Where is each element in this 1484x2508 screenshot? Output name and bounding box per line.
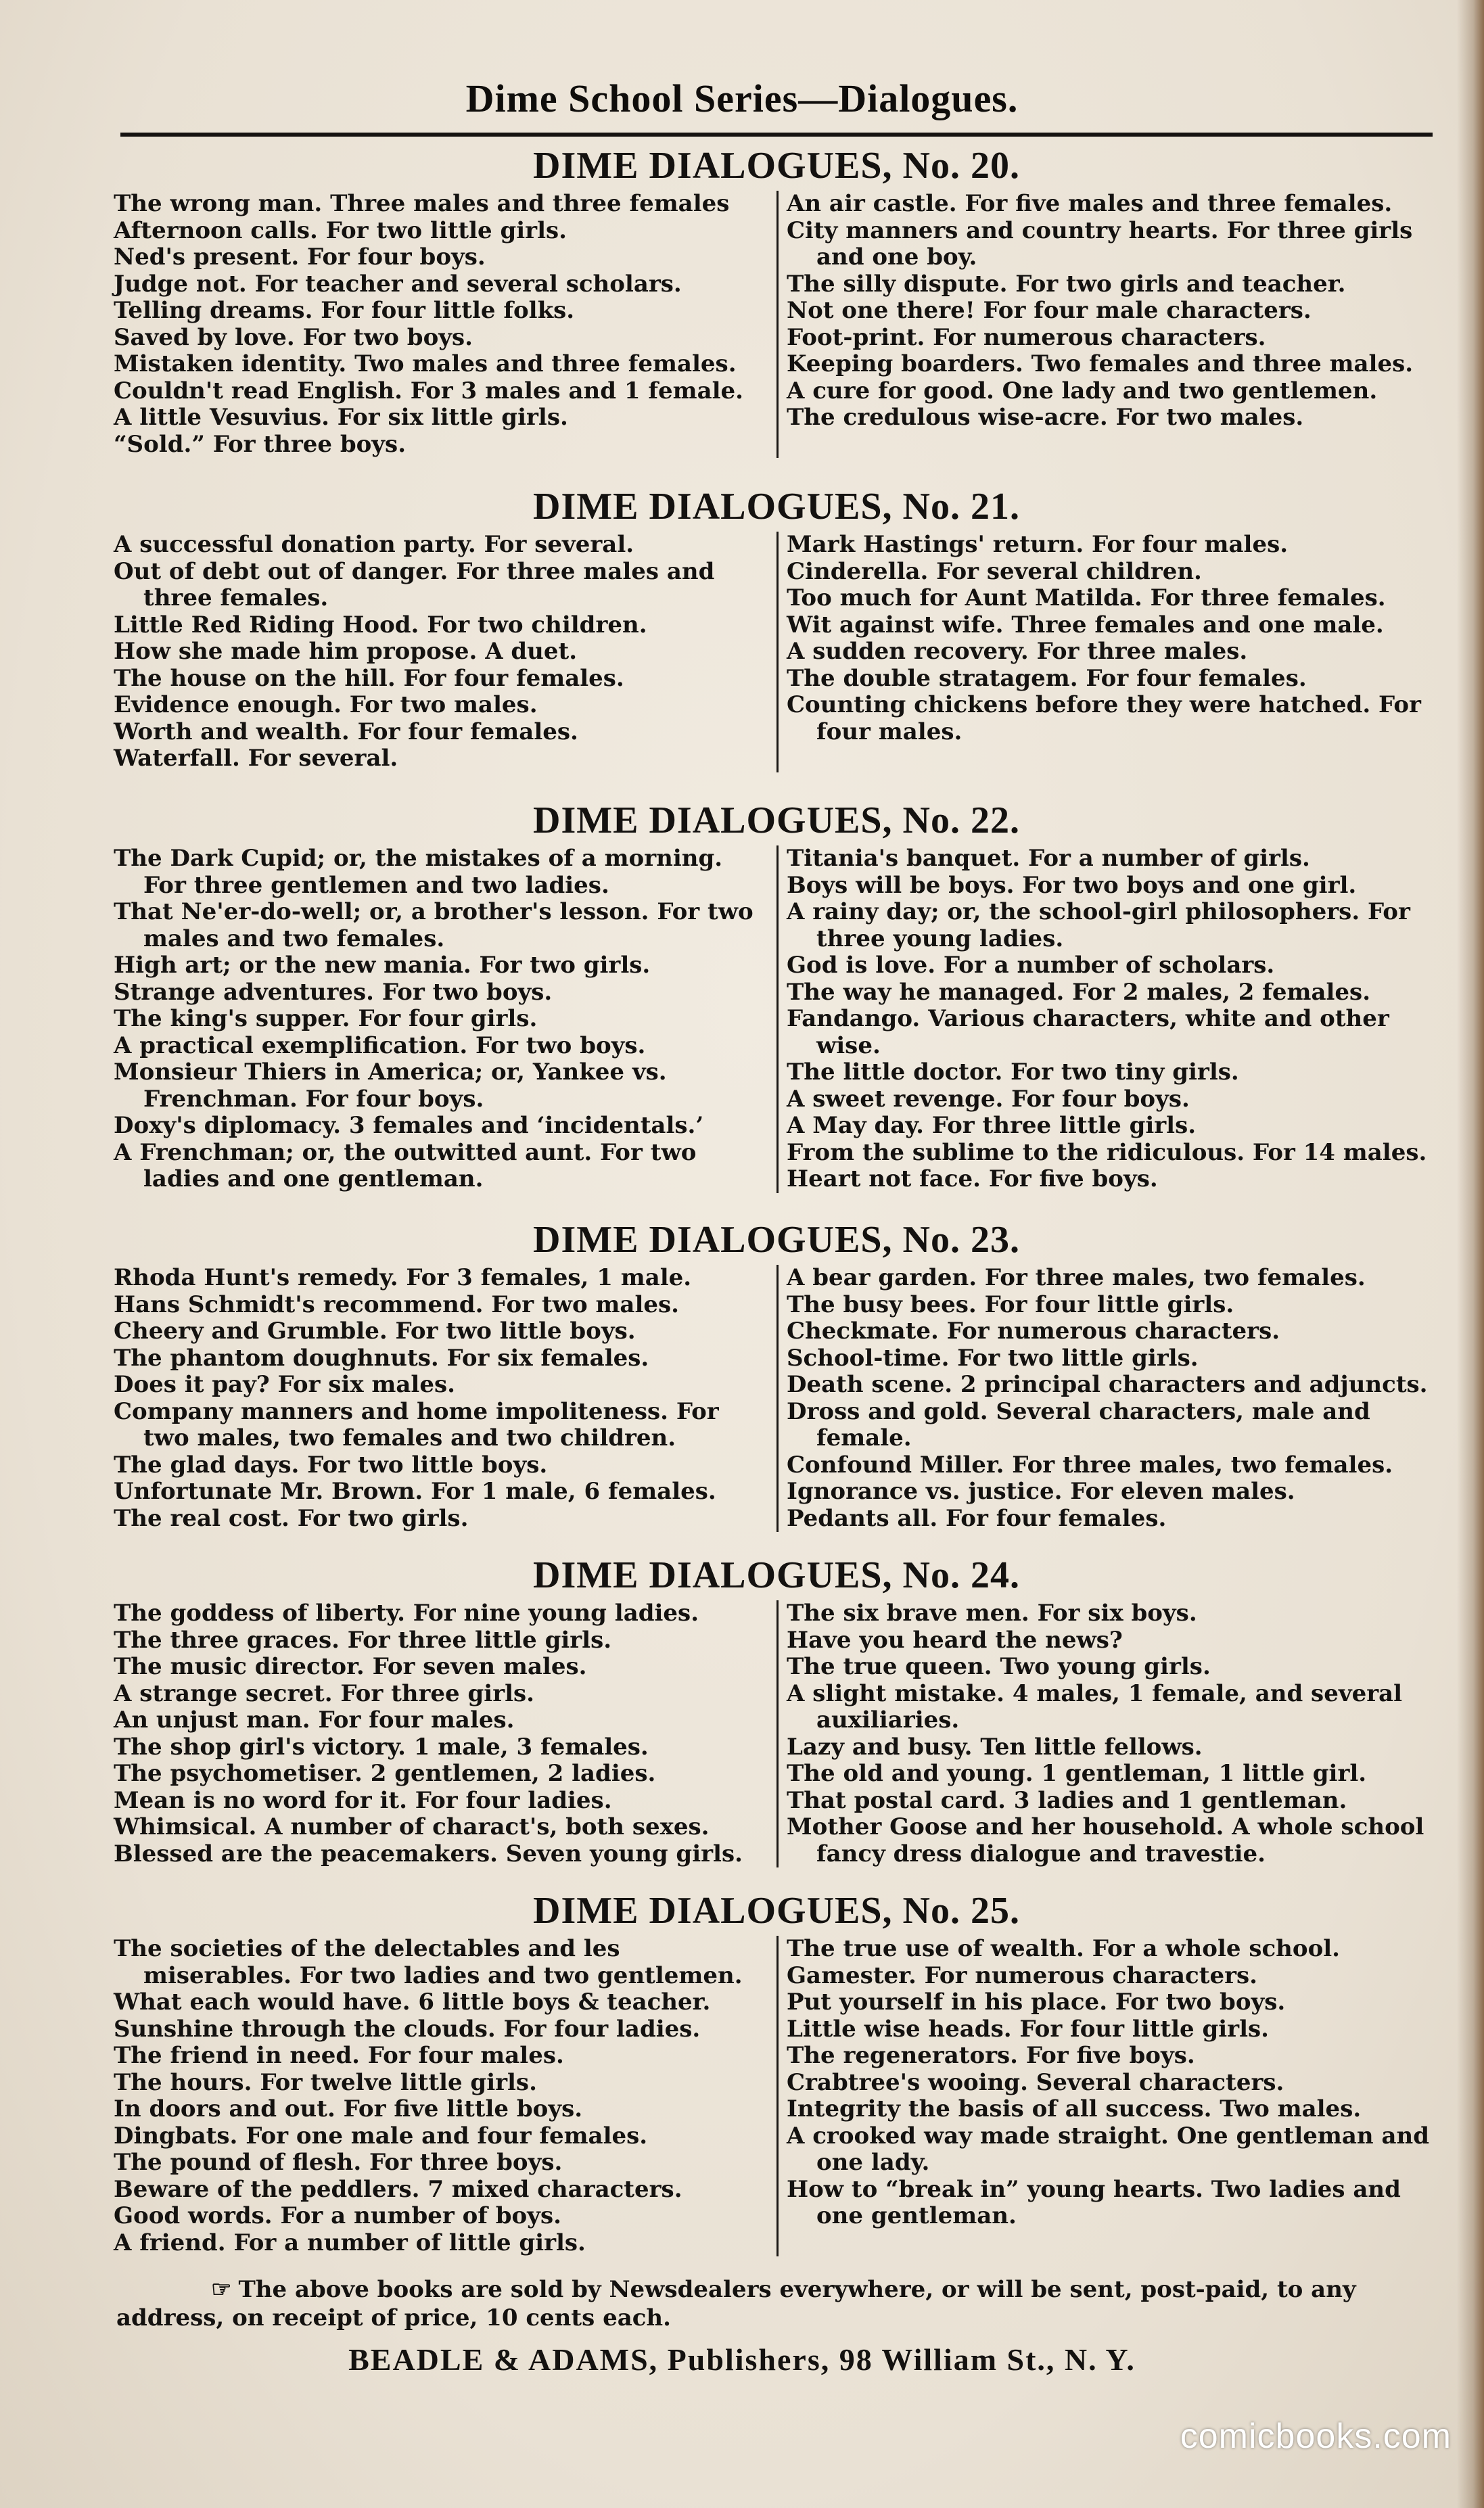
list-item: Cinderella. For several children. xyxy=(787,557,1202,585)
list-item: Boys will be boys. For two boys and one girl. xyxy=(787,871,1357,899)
list-item: Beware of the peddlers. 7 mixed characters. xyxy=(114,2175,682,2203)
list-item: Mother Goose and her household. A whole school fancy dress dialogue and travestie. xyxy=(787,1813,1424,1867)
ordering-note-text: The above books are sold by Newsdealers everywhere, or will be sent, post-paid, to any address, on receipt of price, 10 cents each. xyxy=(116,2276,1356,2331)
list-item: Whimsical. A number of charact's, both sexes. xyxy=(114,1813,710,1840)
left-column xyxy=(114,1936,776,2256)
list-item: The phantom doughnuts. For six females. xyxy=(114,1344,649,1372)
list-item: Pedants all. For four females. xyxy=(787,1504,1167,1532)
list-item: Couldn't read English. For 3 males and 1 female. xyxy=(114,377,744,404)
ordering-note xyxy=(116,2275,1435,2332)
list-item: The Dark Cupid; or, the mistakes of a morning. For three gentlemen and two ladies. xyxy=(114,845,723,899)
list-item: Worth and wealth. For four females. xyxy=(114,718,578,745)
list-item: That postal card. 3 ladies and 1 gentleman. xyxy=(787,1786,1347,1814)
list-item: Not one there! For four male characters. xyxy=(787,297,1312,324)
list-item: A successful donation party. For several. xyxy=(114,531,634,558)
right-column xyxy=(776,191,1439,458)
list-item: The way he managed. For 2 males, 2 females. xyxy=(787,978,1371,1006)
section-title: DIME DIALOGUES, No. 20. xyxy=(533,145,1020,187)
list-item: Hans Schmidt's recommend. For two males. xyxy=(114,1291,679,1318)
list-item: A bear garden. For three males, two females. xyxy=(787,1264,1366,1291)
list-item: The little doctor. For two tiny girls. xyxy=(787,1059,1239,1086)
list-item: Good words. For a number of boys. xyxy=(114,2202,561,2229)
list-item: The music director. For seven males. xyxy=(114,1653,587,1680)
list-item: The busy bees. For four little girls. xyxy=(787,1291,1234,1318)
header-rule xyxy=(120,133,1433,137)
list-item: A strange secret. For three girls. xyxy=(114,1679,535,1707)
list-item: Lazy and busy. Ten little fellows. xyxy=(787,1733,1203,1761)
right-column xyxy=(776,532,1439,772)
list-item: From the sublime to the ridiculous. For 14 males. xyxy=(787,1138,1427,1166)
publisher-imprint: BEADLE & ADAMS, Publishers, 98 William St., N. Y. xyxy=(348,2342,1136,2377)
section-dialogues-23 xyxy=(114,1217,1439,1532)
list-item: Death scene. 2 principal characters and adjuncts. xyxy=(787,1371,1428,1398)
right-column xyxy=(776,1265,1439,1532)
list-item: The real cost. For two girls. xyxy=(114,1504,469,1532)
list-item: Monsieur Thiers in America; or, Yankee vs. Frenchman. For four boys. xyxy=(114,1059,667,1113)
list-item: Unfortunate Mr. Brown. For 1 male, 6 females. xyxy=(114,1478,716,1505)
list-item: Counting chickens before they were hatched. For four males. xyxy=(787,691,1421,745)
list-item: The true queen. Two young girls. xyxy=(787,1653,1211,1680)
section-title: DIME DIALOGUES, No. 25. xyxy=(533,1890,1020,1932)
list-item: Wit against wife. Three females and one male. xyxy=(787,611,1384,638)
list-item: A May day. For three little girls. xyxy=(787,1112,1197,1139)
left-column xyxy=(114,845,776,1193)
list-item: The double stratagem. For four females. xyxy=(787,664,1307,692)
list-item: The shop girl's victory. 1 male, 3 females. xyxy=(114,1733,649,1761)
list-item: Does it pay? For six males. xyxy=(114,1371,455,1398)
list-item: Cheery and Grumble. For two little boys. xyxy=(114,1318,636,1345)
list-item: The six brave men. For six boys. xyxy=(787,1600,1197,1627)
right-column xyxy=(776,1600,1439,1867)
list-item: A little Vesuvius. For six little girls. xyxy=(114,404,568,431)
list-item: School-time. For two little girls. xyxy=(787,1344,1199,1372)
section-dialogues-22 xyxy=(114,798,1439,1193)
right-column xyxy=(776,845,1439,1193)
list-item: Doxy's diplomacy. 3 females and ‘incidentals.’ xyxy=(114,1112,704,1139)
list-item: A friend. For a number of little girls. xyxy=(114,2229,586,2256)
list-item: The true use of wealth. For a whole school. xyxy=(787,1935,1341,1962)
left-column xyxy=(114,1265,776,1532)
list-item: Fandango. Various characters, white and other wise. xyxy=(787,1005,1389,1059)
list-item: Dross and gold. Several characters, male and female. xyxy=(787,1397,1370,1452)
list-item: Checkmate. For numerous characters. xyxy=(787,1318,1280,1345)
list-item: Mistaken identity. Two males and three females. xyxy=(114,350,737,377)
list-item: Little Red Riding Hood. For two children. xyxy=(114,611,647,638)
list-item: Mean is no word for it. For four ladies. xyxy=(114,1786,612,1814)
list-item: Sunshine through the clouds. For four ladies. xyxy=(114,2015,701,2043)
list-item: Judge not. For teacher and several scholars. xyxy=(114,270,682,298)
list-item: Put yourself in his place. For two boys. xyxy=(787,1989,1286,2016)
pointing-hand-icon: ☞ xyxy=(211,2276,232,2303)
list-item: The king's supper. For four girls. xyxy=(114,1005,538,1032)
list-item: A sudden recovery. For three males. xyxy=(787,638,1248,665)
list-item: Keeping boarders. Two females and three males. xyxy=(787,350,1414,377)
list-item: Telling dreams. For four little folks. xyxy=(114,297,575,324)
list-item: The psychometiser. 2 gentlemen, 2 ladies. xyxy=(114,1760,656,1787)
running-head: Dime School Series—Dialogues. xyxy=(465,76,1019,120)
list-item: Company manners and home impoliteness. For two males, two females and two children. xyxy=(114,1397,719,1452)
list-item: The three graces. For three little girls. xyxy=(114,1626,612,1654)
list-item: The hours. For twelve little girls. xyxy=(114,2068,537,2096)
list-item: Ignorance vs. justice. For eleven males. xyxy=(787,1478,1295,1505)
list-item: Too much for Aunt Matilda. For three females. xyxy=(787,584,1386,611)
list-item: Titania's banquet. For a number of girls. xyxy=(787,845,1310,872)
list-item: Waterfall. For several. xyxy=(114,745,398,772)
section-dialogues-20 xyxy=(114,143,1439,458)
list-item: Little wise heads. For four little girls. xyxy=(787,2015,1269,2043)
section-title: DIME DIALOGUES, No. 22. xyxy=(533,799,1020,841)
list-item: The pound of flesh. For three boys. xyxy=(114,2149,563,2176)
section-dialogues-24 xyxy=(114,1553,1439,1867)
list-item: Ned's present. For four boys. xyxy=(114,243,486,271)
list-item: How to “break in” young hearts. Two ladies and one gentleman. xyxy=(787,2175,1401,2229)
list-item: Crabtree's wooing. Several characters. xyxy=(787,2068,1284,2096)
list-item: The societies of the delectables and les miserables. For two ladies and two gentlemen. xyxy=(114,1935,743,1989)
list-item: A crooked way made straight. One gentleman and one lady. xyxy=(787,2122,1429,2176)
list-item: Saved by love. For two boys. xyxy=(114,323,473,351)
list-item: The credulous wise-acre. For two males. xyxy=(787,404,1304,431)
list-item: The house on the hill. For four females. xyxy=(114,664,624,692)
list-item: Out of debt out of danger. For three males and three females. xyxy=(114,557,715,611)
list-item: Have you heard the news? xyxy=(787,1626,1123,1654)
list-item: Strange adventures. For two boys. xyxy=(114,978,553,1006)
list-item: In doors and out. For five little boys. xyxy=(114,2095,583,2122)
list-item: The regenerators. For five boys. xyxy=(787,2042,1195,2069)
list-item: A cure for good. One lady and two gentlemen. xyxy=(787,377,1378,404)
section-dialogues-21 xyxy=(114,484,1439,772)
list-item: Gamester. For numerous characters. xyxy=(787,1961,1257,1989)
list-item: High art; or the new mania. For two girls. xyxy=(114,952,651,979)
list-item: The silly dispute. For two girls and teacher. xyxy=(787,270,1346,298)
list-item: “Sold.” For three boys. xyxy=(114,430,407,458)
list-item: How she made him propose. A duet. xyxy=(114,638,578,665)
left-column xyxy=(114,191,776,458)
list-item: An unjust man. For four males. xyxy=(114,1706,515,1734)
list-item: The goddess of liberty. For nine young ladies. xyxy=(114,1600,699,1627)
list-item: The old and young. 1 gentleman, 1 little girl. xyxy=(787,1760,1367,1787)
list-item: The wrong man. Three males and three females xyxy=(114,190,730,217)
list-item: Blessed are the peacemakers. Seven young girls. xyxy=(114,1840,743,1867)
section-title: DIME DIALOGUES, No. 21. xyxy=(533,486,1020,528)
list-item: Mark Hastings' return. For four males. xyxy=(787,531,1289,558)
section-title: DIME DIALOGUES, No. 24. xyxy=(533,1554,1020,1596)
list-item: Dingbats. For one male and four females. xyxy=(114,2122,648,2150)
list-item: What each would have. 6 little boys & teacher. xyxy=(114,1989,711,2016)
list-item: Afternoon calls. For two little girls. xyxy=(114,216,567,244)
left-column xyxy=(114,532,776,772)
section-title: DIME DIALOGUES, No. 23. xyxy=(533,1219,1020,1261)
list-item: Heart not face. For five boys. xyxy=(787,1165,1158,1192)
right-column xyxy=(776,1936,1439,2256)
list-item: Integrity the basis of all success. Two males. xyxy=(787,2095,1362,2122)
site-watermark: comicbooks.com xyxy=(1180,2417,1452,2456)
list-item: A Frenchman; or, the outwitted aunt. For two ladies and one gentleman. xyxy=(114,1138,697,1192)
list-item: Foot-print. For numerous characters. xyxy=(787,323,1266,351)
list-item: That Ne'er-do-well; or, a brother's lesson. For two males and two females. xyxy=(114,898,753,952)
list-item: Rhoda Hunt's remedy. For 3 females, 1 male. xyxy=(114,1264,692,1291)
list-item: A practical exemplification. For two boys. xyxy=(114,1031,646,1059)
list-item: A sweet revenge. For four boys. xyxy=(787,1085,1190,1113)
list-item: An air castle. For five males and three females. xyxy=(787,190,1393,217)
page-edge-shadow xyxy=(1457,0,1484,2508)
list-item: Confound Miller. For three males, two females. xyxy=(787,1451,1393,1479)
list-item: The glad days. For two little boys. xyxy=(114,1451,548,1479)
list-item: Evidence enough. For two males. xyxy=(114,691,538,718)
left-column xyxy=(114,1600,776,1867)
list-item: A rainy day; or, the school-girl philosophers. For three young ladies. xyxy=(787,898,1410,952)
list-item: The friend in need. For four males. xyxy=(114,2042,564,2069)
list-item: City manners and country hearts. For three girls and one boy. xyxy=(787,216,1413,271)
list-item: God is love. For a number of scholars. xyxy=(787,952,1275,979)
list-item: A slight mistake. 4 males, 1 female, and several auxiliaries. xyxy=(787,1679,1403,1734)
section-dialogues-25 xyxy=(114,1888,1439,2256)
